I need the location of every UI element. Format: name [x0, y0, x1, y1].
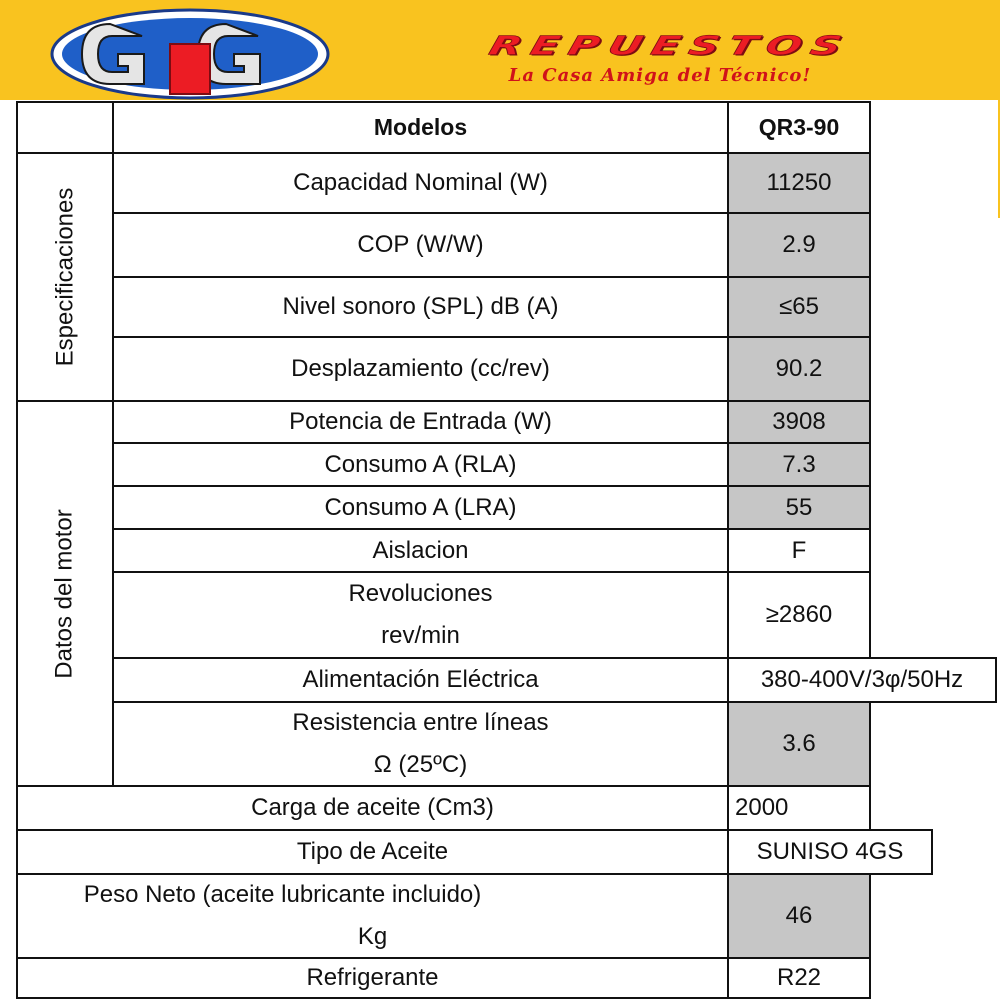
brand-name: REPUESTOS: [485, 29, 855, 61]
group-label-specs-text: Especificaciones: [51, 187, 79, 367]
row-carga-label: Carga de aceite (Cm3): [16, 785, 729, 831]
row-aislacion-label: Aislacion: [112, 528, 729, 573]
row-desplazamiento-label: Desplazamiento (cc/rev): [112, 336, 729, 402]
row-alimentacion-value: 380-400V/3φ/50Hz: [727, 657, 997, 703]
table-header-model: QR3-90: [727, 101, 871, 154]
row-resistencia-label-line2: Ω (25ºC): [373, 751, 468, 778]
row-nivel-label: Nivel sonoro (SPL) dB (A): [112, 276, 729, 338]
row-cop-label: COP (W/W): [112, 212, 729, 278]
row-resistencia-value: 3.6: [727, 701, 871, 787]
group-label-specs: [16, 152, 114, 402]
row-refrigerante-label: Refrigerante: [16, 957, 729, 999]
row-capacidad-value: 11250: [727, 152, 871, 214]
row-rla-value: 7.3: [727, 442, 871, 487]
row-peso-label-line1: Peso Neto (aceite lubricante incluido): [83, 881, 482, 908]
row-revoluciones-label-line2: rev/min: [381, 622, 460, 649]
row-carga-value: 2000: [727, 785, 871, 831]
gg-logo: [50, 4, 340, 100]
row-capacidad-label: Capacidad Nominal (W): [112, 152, 729, 214]
row-cop-value: 2.9: [727, 212, 871, 278]
row-potencia-label: Potencia de Entrada (W): [112, 400, 729, 444]
header-banner: [0, 0, 1000, 100]
row-nivel-value: ≤65: [727, 276, 871, 338]
row-revoluciones-label-line1: Revoluciones: [348, 580, 493, 607]
row-refrigerante-value: R22: [727, 957, 871, 999]
group-label-motor-text: Datos del motor: [51, 508, 78, 679]
row-rla-label: Consumo A (RLA): [112, 442, 729, 487]
row-revoluciones-value: ≥2860: [727, 571, 871, 659]
row-potencia-value: 3908: [727, 400, 871, 444]
row-alimentacion-label: Alimentación Eléctrica: [112, 657, 729, 703]
brand-tagline: La Casa Amiga del Técnico!: [508, 64, 812, 86]
row-aislacion-value: F: [727, 528, 871, 573]
row-peso-value: 46: [727, 873, 871, 959]
table-header-label: Modelos: [112, 101, 729, 154]
row-lra-value: 55: [727, 485, 871, 530]
row-desplazamiento-value: 90.2: [727, 336, 871, 402]
row-resistencia-label: [112, 701, 729, 787]
row-revoluciones-label: [112, 571, 729, 659]
row-peso-label-line2: Kg: [357, 923, 388, 950]
row-peso-label: [16, 873, 729, 959]
group-label-motor: [16, 400, 114, 787]
table-header-corner: [16, 101, 114, 154]
row-resistencia-label-line1: Resistencia entre líneas: [292, 709, 549, 736]
row-tipo-value: SUNISO 4GS: [727, 829, 933, 875]
row-tipo-label: Tipo de Aceite: [16, 829, 729, 875]
row-lra-label: Consumo A (LRA): [112, 485, 729, 530]
